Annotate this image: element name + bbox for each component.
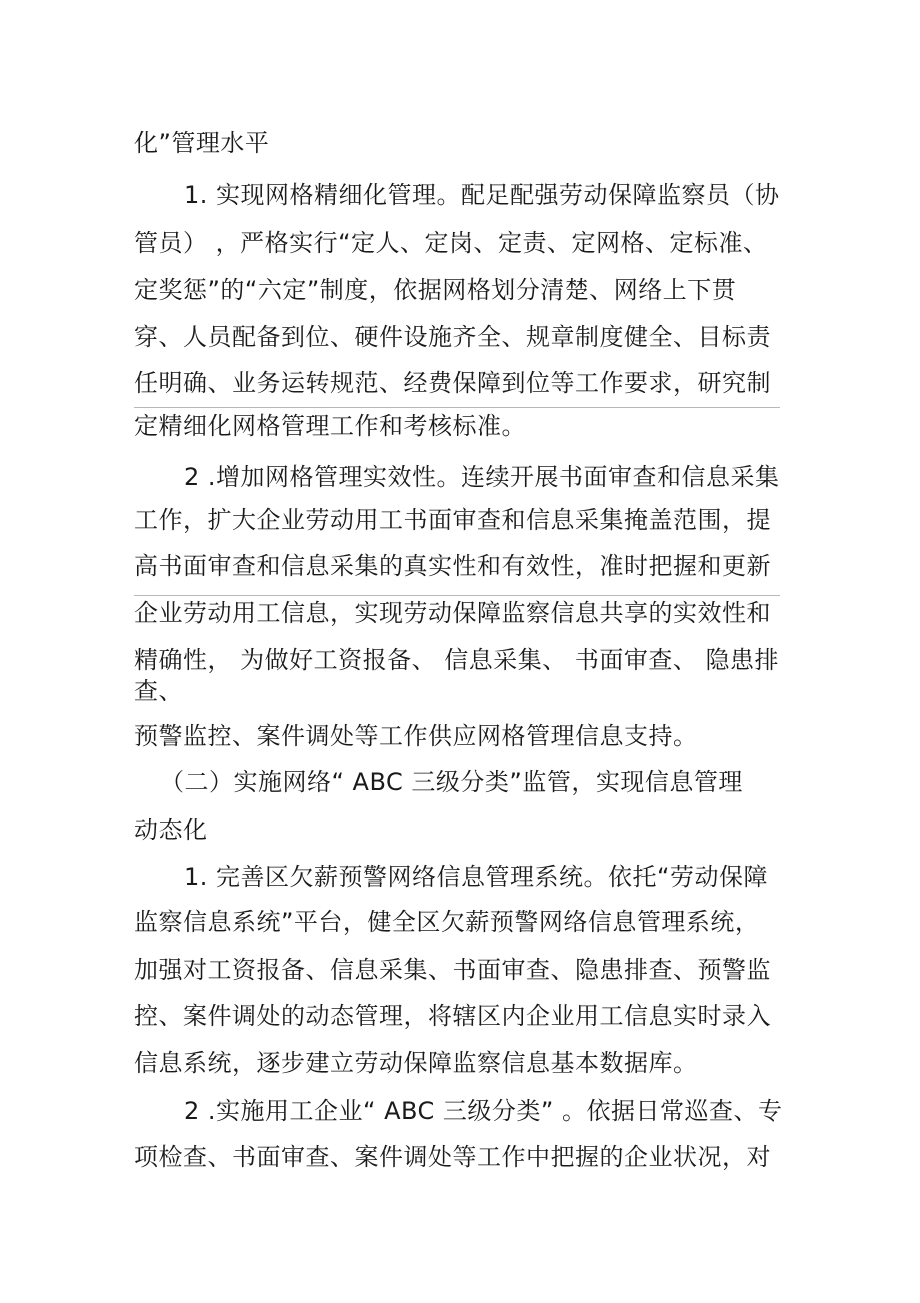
text-line: 企业劳动用工信息，实现劳动保障监察信息共享的实效性和: [134, 599, 771, 627]
text-line: 动态化: [134, 816, 208, 844]
text-line: （二）实施网络“ ABC 三级分类”监管，实现信息管理: [160, 768, 743, 796]
text-line: 精确性， 为做好工资报备、 信息采集、 书面审查、 隐患排: [134, 646, 780, 674]
text-line: 2 .增加网格管理实效性。连续开展书面审查和信息采集: [184, 463, 780, 491]
text-line: 化”管理水平: [134, 129, 270, 157]
text-line: 加强对工资报备、信息采集、书面审查、隐患排查、预警监: [134, 956, 771, 984]
text-line: 定奖惩”的“六定”制度，依据网格划分清楚、网络上下贯: [134, 276, 737, 304]
text-line: 工作，扩大企业劳动用工书面审查和信息采集掩盖范围，提: [134, 506, 771, 534]
text-line: 定精细化网格管理工作和考核标准。: [134, 412, 526, 440]
divider-rule: [134, 595, 780, 596]
text-line: 高书面审查和信息采集的真实性和有效性，准时把握和更新: [134, 552, 771, 580]
text-line: 查、: [134, 677, 183, 705]
text-line: 预警监控、案件调处等工作供应网格管理信息支持。: [134, 722, 698, 750]
text-line: 控、案件调处的动态管理，将辖区内企业用工信息实时录入: [134, 1002, 771, 1030]
text-line: 管员） ，严格实行“定人、定岗、定责、定网格、定标准、: [134, 229, 768, 257]
divider-rule: [134, 407, 780, 408]
text-line: 任明确、业务运转规范、经费保障到位等工作要求，研究制: [134, 369, 771, 397]
text-line: 1. 完善区欠薪预警网络信息管理系统。依托“劳动保障: [184, 863, 768, 891]
text-line: 2 .实施用工企业“ ABC 三级分类” 。依据日常巡查、专: [184, 1097, 783, 1125]
text-line: 信息系统，逐步建立劳动保障监察信息基本数据库。: [134, 1049, 698, 1077]
text-line: 监察信息系统”平台，健全区欠薪预警网络信息管理系统，: [134, 908, 760, 936]
text-line: 项检查、书面审查、案件调处等工作中把握的企业状况，对: [134, 1143, 771, 1171]
text-line: 1. 实现网格精细化管理。配足配强劳动保障监察员（协: [184, 181, 780, 209]
text-line: 穿、人员配备到位、硬件设施齐全、规章制度健全、目标责: [134, 323, 771, 351]
